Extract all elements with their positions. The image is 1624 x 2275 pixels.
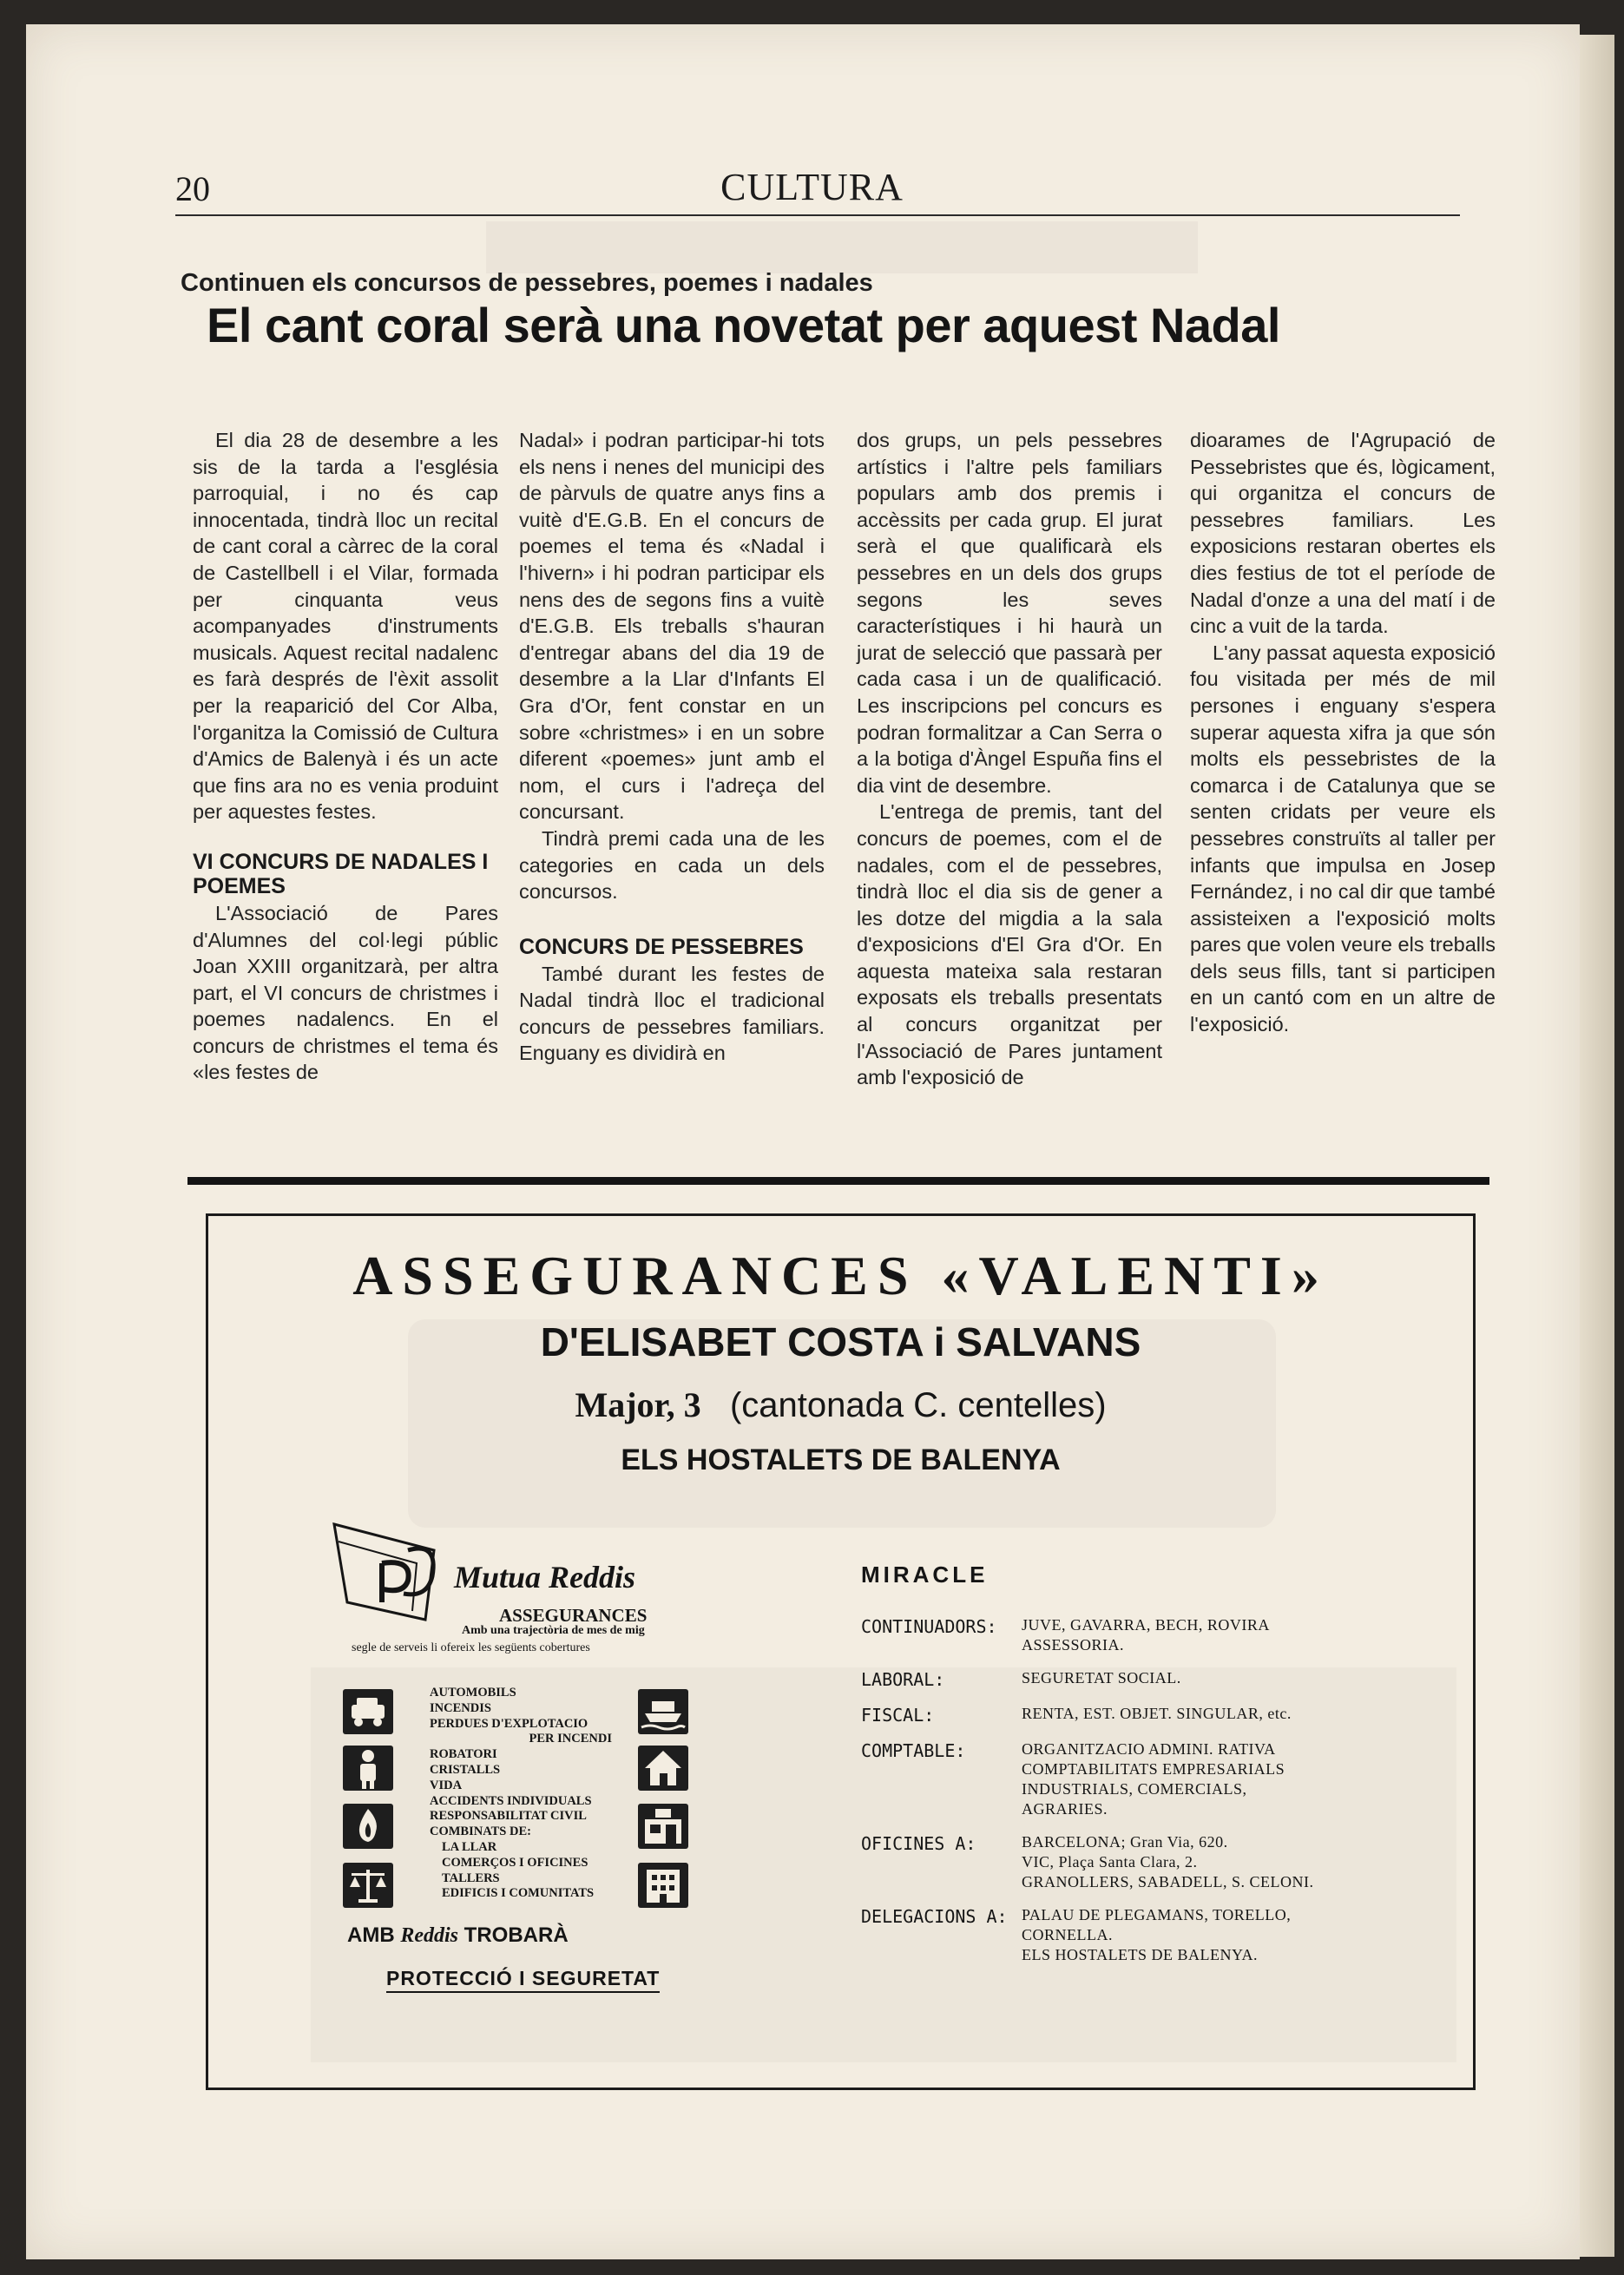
coverage-item: TALLERS bbox=[442, 1871, 500, 1885]
article-column-3 bbox=[857, 427, 1162, 1091]
car-icon bbox=[343, 1689, 393, 1734]
ad-owner: D'ELISABET COSTA i SALVANS bbox=[540, 1319, 1141, 1364]
coverage-item: ACCIDENTS INDIVIDUALS bbox=[430, 1793, 592, 1808]
page-number: 20 bbox=[175, 169, 210, 208]
coverage-item: RESPONSABILITAT CIVIL bbox=[430, 1809, 587, 1824]
ad-address bbox=[208, 1384, 1473, 1425]
coverage-item: PERDUES D'EXPLOTACIO bbox=[430, 1716, 588, 1731]
header-rule bbox=[175, 214, 1460, 216]
service-value bbox=[1022, 1832, 1314, 1892]
service-value bbox=[1022, 1704, 1292, 1726]
paragraph: El dia 28 de desembre a les sis de la tarda a l'església parroquial, i no és cap innocentada, tindrà lloc un recital de cant coral a càrrec de la coral de Castellbell i el Vilar, formada per cinquanta veus acompanyades d'instruments musicals. Aquest recital nadalenc es farà després de l'èxit assolit per la reaparició del Cor Alba, l'organitza la Comissió de Cultura d'Amics de Balenyà i és un acte que fins ara no es venia produint per aquestes festes. bbox=[193, 429, 498, 824]
coverage-item: COMERÇOS I OFICINES bbox=[442, 1855, 588, 1870]
footer-suffix: TROBARÀ bbox=[464, 1923, 569, 1947]
coverage-item: LA LLAR bbox=[442, 1839, 497, 1854]
article-kicker: Continuen els concursos de pessebres, poemes i nadales bbox=[181, 269, 873, 297]
paragraph: Tindrà premi cada una de les categories en cada un dels concursos. bbox=[519, 826, 825, 904]
service-line: SEGURETAT SOCIAL. bbox=[1022, 1669, 1181, 1687]
service-table bbox=[861, 1615, 1460, 1978]
service-label: OFICINES A: bbox=[861, 1833, 976, 1854]
section-title: CULTURA bbox=[720, 166, 904, 208]
coverage-item: EDIFICIS I COMUNITATS bbox=[442, 1886, 595, 1901]
service-value bbox=[1022, 1668, 1181, 1691]
service-row bbox=[861, 1704, 1460, 1726]
service-label: DELEGACIONS A: bbox=[861, 1906, 1008, 1927]
mutua-reddis-logo-icon bbox=[330, 1516, 460, 1628]
house-icon bbox=[638, 1746, 688, 1791]
service-row bbox=[861, 1905, 1460, 1965]
mutua-footer bbox=[347, 1923, 569, 1948]
service-value bbox=[1022, 1615, 1270, 1655]
service-line: AGRARIES. bbox=[1022, 1800, 1108, 1818]
mutua-slogan: PROTECCIÓ I SEGURETAT bbox=[386, 1967, 660, 1993]
service-row bbox=[861, 1832, 1460, 1892]
person-icon bbox=[343, 1746, 393, 1791]
coverage-item: CRISTALLS bbox=[430, 1762, 501, 1777]
miracle-title: MIRACLE bbox=[861, 1562, 989, 1588]
article-column-2 bbox=[519, 427, 825, 1067]
paragraph: dos grups, un pels pessebres artístics i l'altre pels familiars populars amb dos premis i accèssits per cada grup. El jurat serà el que qualificarà els pessebres en un dels dos grups segons les seves característiques i hi haurà un jurat de selecció que passarà per cada casa i un de qualificació. Les inscripcions pel concurs es podran formalitzar a Can Serra o a la botiga d'Àngel Espuña fins el dia vint de desembre. bbox=[857, 429, 1162, 797]
service-line: VIC, Plaça Santa Clara, 2. bbox=[1022, 1853, 1198, 1871]
service-line: CORNELLA. bbox=[1022, 1926, 1113, 1943]
page-edge bbox=[1580, 35, 1614, 2257]
service-line: ELS HOSTALETS DE BALENYA. bbox=[1022, 1946, 1259, 1963]
advertisement bbox=[206, 1213, 1476, 2090]
service-row bbox=[861, 1668, 1460, 1691]
service-label: COMPTABLE: bbox=[861, 1740, 966, 1761]
paragraph: L'any passat aquesta exposició fou visitada per més de mil persones i enguany s'espera superar aquesta xifra ja que són molts els pessebristes de la comarca i de Catalunya que se senten cridats per veure els pessebres construïts al taller per infants que impulsa en Josep Fernández, i no cal dir que també assisteixen a l'exposició molts pares que volen veure els treballs dels seus fills, tant si participen en un cantó com en un altre de l'exposició. bbox=[1190, 641, 1496, 1036]
paragraph: L'Associació de Pares d'Alumnes del col·legi públic Joan XXIII organitzarà, per altra part, el VI concurs de christmes i poemes nadalencs. En el concurs de christmes el tema és «les festes de bbox=[193, 901, 498, 1084]
ad-town: ELS HOSTALETS DE BALENYA bbox=[621, 1443, 1061, 1476]
service-line: ASSESSORIA. bbox=[1022, 1636, 1125, 1654]
service-value bbox=[1022, 1905, 1291, 1965]
fire-icon bbox=[343, 1804, 393, 1849]
service-line: COMPTABILITATS EMPRESARIALS bbox=[1022, 1760, 1285, 1778]
paragraph: Nadal» i podran participar-hi tots els nens i nenes del municipi des de pàrvuls de quatre anys fins a vuitè d'E.G.B. En el concurs de poemes el tema és «Nadal i l'hivern» i hi podran participar els nens des de segons fins a vuitè d'E.G.B. Els treballs s'hauran d'entregar abans del dia 19 de desembre a la Llar d'Infants El Gra d'Or, fent constar en un sobre «christmes» i en un sobre diferent «poemes» junt amb el nom, el curs i l'adreça del concursant. bbox=[519, 429, 825, 824]
service-row bbox=[861, 1739, 1460, 1819]
service-line: GRANOLLERS, SABADELL, S. CELONI. bbox=[1022, 1873, 1314, 1890]
service-label: LABORAL: bbox=[861, 1669, 945, 1690]
service-line: JUVE, GAVARRA, BECH, ROVIRA bbox=[1022, 1616, 1270, 1634]
coverage-item: INCENDIS bbox=[430, 1700, 491, 1715]
subheading: VI CONCURS DE NADALES I POEMES bbox=[193, 849, 489, 898]
ad-corner: (cantonada C. centelles) bbox=[729, 1386, 1107, 1424]
service-line: PALAU DE PLEGAMANS, TORELLO, bbox=[1022, 1906, 1292, 1923]
article-column-4 bbox=[1190, 427, 1496, 1038]
service-line: ORGANITZACIO ADMINI. RATIVA bbox=[1022, 1740, 1276, 1758]
footer-prefix: AMB bbox=[347, 1923, 395, 1947]
service-line: RENTA, EST. OBJET. SINGULAR, etc. bbox=[1022, 1705, 1292, 1722]
coverage-item: PER INCENDI bbox=[529, 1732, 612, 1746]
mutua-brand-name: Mutua Reddis bbox=[454, 1560, 636, 1594]
paragraph: L'entrega de premis, tant del concurs de poemes, com el de nadales, com el de pessebres, tindrà lloc el dia sis de gener a les dotze del migdia a la sala d'exposicions d'El Gra d'Or. En aquesta mateixa sala restaran exposats els treballs presentats al concurs organitzat per l'Associació de Pares juntament amb l'exposició de bbox=[857, 800, 1162, 1089]
ad-street: Major, 3 bbox=[575, 1385, 701, 1424]
paragraph: dioarames de l'Agrupació de Pessebristes que és, lògicament, qui organitza el concurs de pessebres familiars. Les exposicions restaran obertes els dies festius de tot el període de Nadal d'onze a una del matí i de cinc a vuit de la tarda. bbox=[1190, 429, 1496, 638]
service-label: CONTINUADORS: bbox=[861, 1616, 997, 1637]
mutua-tagline-2: segle de serveis li ofereix les següents cobertures bbox=[352, 1641, 590, 1654]
coverage-item: AUTOMOBILS bbox=[430, 1686, 516, 1700]
boat-icon bbox=[638, 1689, 688, 1734]
paragraph: També durant les festes de Nadal tindrà lloc el tradicional concurs de pessebres familiars. Enguany es dividirà en bbox=[519, 962, 825, 1065]
coverage-item: VIDA bbox=[430, 1778, 463, 1792]
footer-brand: Reddis bbox=[400, 1924, 458, 1947]
service-line: INDUSTRIALS, COMERCIALS, bbox=[1022, 1780, 1247, 1798]
scales-icon bbox=[343, 1863, 393, 1908]
mutua-subtitle: ASSEGURANCES bbox=[499, 1605, 648, 1626]
ad-title: ASSEGURANCES «VALENTI» bbox=[352, 1245, 1329, 1306]
service-label: FISCAL: bbox=[861, 1705, 935, 1726]
article-headline: El cant coral serà una novetat per aquest Nadal bbox=[207, 298, 1280, 352]
subheading: CONCURS DE PESSEBRES bbox=[519, 934, 804, 959]
coverage-item: COMBINATS DE: bbox=[430, 1825, 531, 1839]
article-column-1 bbox=[193, 427, 498, 1086]
coverage-item: ROBATORI bbox=[430, 1747, 497, 1762]
building-icon bbox=[638, 1863, 688, 1908]
service-value bbox=[1022, 1739, 1285, 1819]
mutua-tagline: Amb una trajectòria de mes de mig bbox=[462, 1624, 645, 1637]
service-row bbox=[861, 1615, 1460, 1655]
shop-icon bbox=[638, 1804, 688, 1849]
service-line: BARCELONA; Gran Via, 620. bbox=[1022, 1833, 1228, 1851]
advertisement-rule bbox=[187, 1177, 1489, 1185]
coverage-list bbox=[430, 1686, 621, 1902]
